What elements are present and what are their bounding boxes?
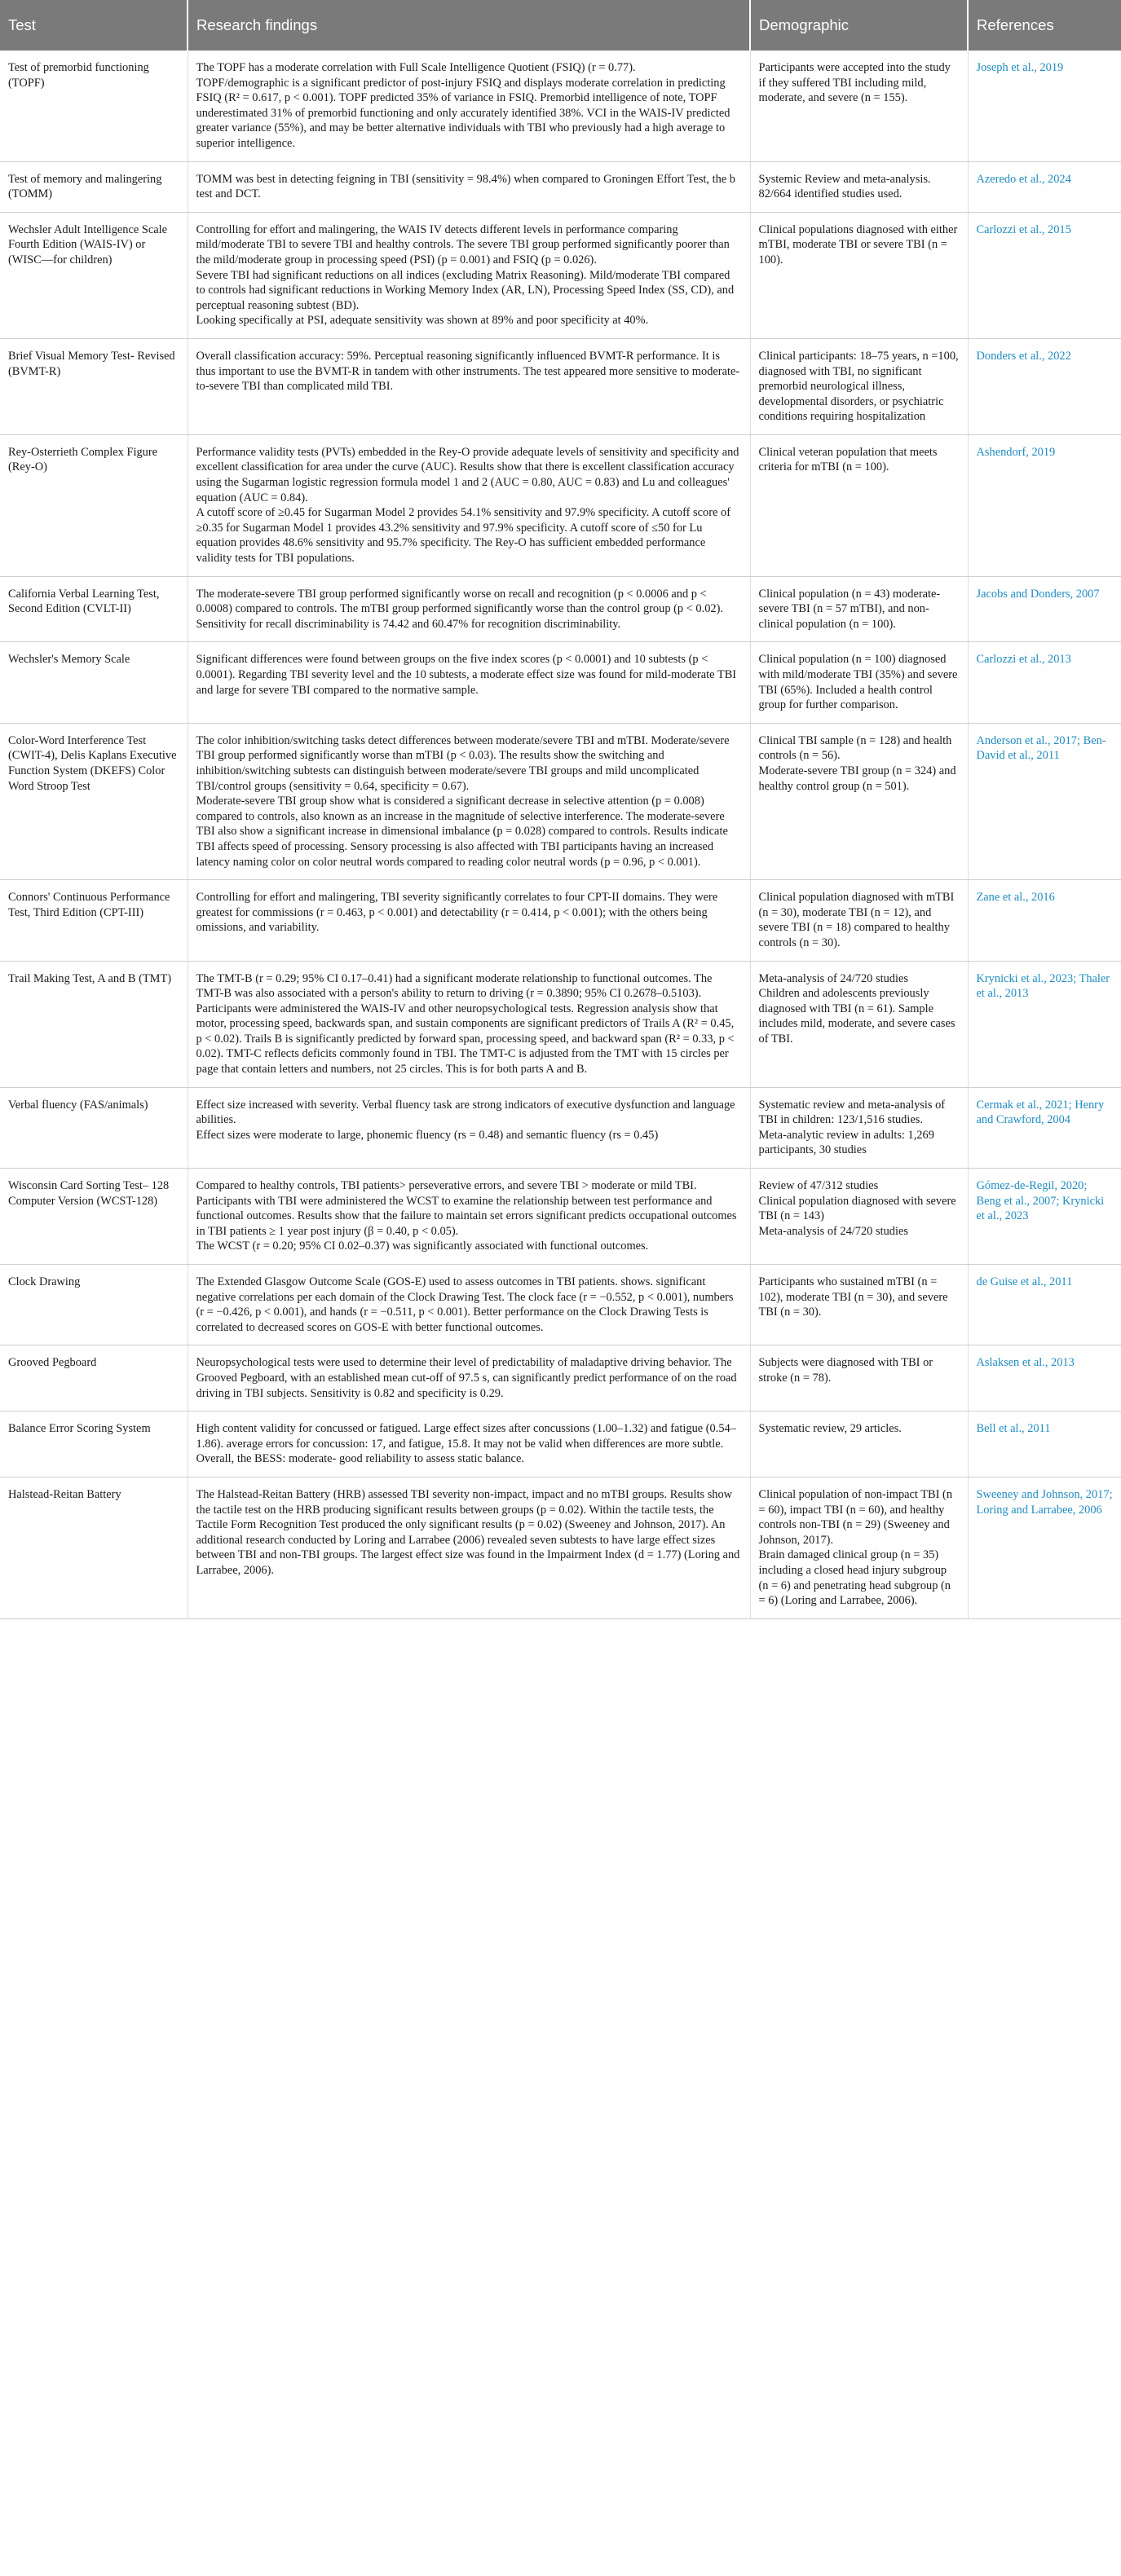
test-name-cell: Rey-Osterrieth Complex Figure (Rey-O) [0,434,188,576]
table-row [0,961,1121,1087]
demographic-paragraph: Participants were accepted into the study if they suffered TBI including mild, moderate, and severe (n = 155). [758,61,951,105]
references-cell [968,723,1121,879]
demographic-cell [750,1169,968,1265]
references-cell [968,161,1121,212]
demographic-cell [750,1265,968,1345]
table-header [0,0,1121,51]
references-paragraph[interactable]: Gómez-de-Regil, 2020; Beng et al., 2007; Krynicki et al., 2023 [976,1179,1105,1223]
references-cell [968,1345,1121,1411]
demographic-paragraph: Systematic review and meta-analysis of TBI in children: 123/1,516 studies. [758,1098,946,1127]
test-name-cell: Test of memory and malingering (TOMM) [0,161,188,212]
header-findings: Research findings [188,0,750,51]
test-name-cell: Connors' Continuous Performance Test, Third Edition (CPT-III) [0,880,188,961]
demographic-paragraph: Subjects were diagnosed with TBI or stroke (n = 78). [758,1356,933,1385]
findings-paragraph: High content validity for concussed or fatigued. Large effect sizes after concussions (1.00–1.32) and fatigue (0.54–1.86). average errors for concussion: 17, and fatigue, 15.8. It may not be valid when differences are more subtle. Overall, the BESS: moderate- good reliability to assess static balance. [196,1422,736,1466]
findings-cell [188,880,750,961]
demographic-cell [750,642,968,723]
test-name-cell: Brief Visual Memory Test- Revised (BVMT-R) [0,338,188,434]
references-cell [968,51,1121,161]
findings-paragraph: Effect sizes were moderate to large, phonemic fluency (rs = 0.48) and semantic fluency (rs = 0.45) [196,1128,659,1142]
table-row [0,576,1121,642]
test-name-cell: Trail Making Test, A and B (TMT) [0,961,188,1087]
demographic-paragraph: Clinical population diagnosed with mTBI (n = 30), moderate TBI (n = 12), and severe TBI (n = 18) compared to healthy controls (n = 30). [758,891,955,949]
findings-cell [188,161,750,212]
references-cell [968,434,1121,576]
table-body [0,51,1121,1618]
references-cell [968,1169,1121,1265]
table-row [0,434,1121,576]
references-paragraph[interactable]: Anderson et al., 2017; Ben-David et al., 2011 [976,733,1106,763]
findings-cell [188,1345,750,1411]
findings-cell [188,576,750,642]
demographic-paragraph: Meta-analysis of 24/720 studies [758,971,908,985]
table-row [0,1265,1121,1345]
findings-cell [188,1265,750,1345]
table-row [0,642,1121,723]
test-name-cell: Halstead-Reitan Battery [0,1477,188,1618]
header-test: Test [0,0,188,51]
demographic-cell [750,338,968,434]
test-name-cell: Balance Error Scoring System [0,1411,188,1477]
demographic-paragraph: Moderate-severe TBI group (n = 324) and healthy control group (n = 501). [758,764,956,793]
demographic-paragraph: Participants who sustained mTBI (n = 102), moderate TBI (n = 30), and severe TBI (n = 30). [758,1275,948,1319]
references-paragraph[interactable]: Ashendorf, 2019 [976,445,1056,459]
table-row [0,338,1121,434]
findings-cell [188,51,750,161]
findings-cell [188,1087,750,1168]
table-row [0,880,1121,961]
table-row [0,1169,1121,1265]
demographic-cell [750,1411,968,1477]
findings-paragraph: A cutoff score of ≥0.45 for Sugarman Model 2 provides 54.1% sensitivity and 97.9% specificity. A cutoff score of ≥0.35 for Sugarman Model 1 provides 43.2% sensitivity and 97.9% specificity. A cutoff score of ≤50 for Lu equation provides 48.6% sensitivity and 95.7% specificity. The Rey-O has sufficient embedded performance validity tests for TBI populations. [196,506,730,566]
references-cell [968,1411,1121,1477]
demographic-paragraph: Clinical population of non-impact TBI (n = 60), impact TBI (n = 60), and healthy controls non-TBI (n = 29) (Sweeney and Johnson, 2017). [758,1487,953,1547]
test-name-cell: Verbal fluency (FAS/animals) [0,1087,188,1168]
references-paragraph[interactable]: Krynicki et al., 2023; Thaler et al., 2013 [976,971,1110,1001]
demographic-cell [750,212,968,338]
findings-paragraph: The moderate-severe TBI group performed significantly worse on recall and recognition (p < 0.0006 and p < 0.0008) compared to controls. The mTBI group performed significantly worse than the control group (p < 0.02). Sensitivity for recall discriminability is 74.42 and 60.47% for recognition discriminability. [196,587,723,631]
table-row [0,723,1121,879]
references-cell [968,338,1121,434]
findings-paragraph: The Extended Glasgow Outcome Scale (GOS-E) used to assess outcomes in TBI patients. shows. significant negative correlations per each domain of the Clock Drawing Test. The clock face (r = −0.552, p < 0.001), numbers (r = −0.426, p < 0.001), and hands (r = −0.511, p < 0.001). Better performance on the Clock Drawing Tests is correlated to decreased scores on GOS-E with better functional outcomes. [196,1275,734,1334]
header-row [0,0,1121,51]
findings-cell [188,1477,750,1618]
findings-paragraph: The color inhibition/switching tasks detect differences between moderate/severe TBI and mTBI. Moderate/severe TBI group performed significantly worse than mTBI (p < 0.03). The results show the switching and inhibition/switching subtests can distinguish between moderate/severe TBI groups and mild uncomplicated TBI/control groups (sensitivity = 0.64, specificity = 0.67). [196,733,730,793]
table-row [0,212,1121,338]
test-name-cell: Grooved Pegboard [0,1345,188,1411]
references-paragraph[interactable]: Jacobs and Donders, 2007 [976,587,1100,601]
demographic-paragraph: Clinical participants: 18–75 years, n =100, diagnosed with TBI, no significant premorbid neurological illness, developmental disorders, or psychiatric conditions requiring hospitalization [758,349,959,424]
references-paragraph[interactable]: Aslaksen et al., 2013 [976,1356,1075,1370]
table-row [0,1477,1121,1618]
demographic-cell [750,961,968,1087]
demographic-paragraph: Children and adolescents previously diagnosed with TBI (n = 61). Sample includes mild, moderate, and severe cases of TBI. [758,987,955,1046]
findings-cell [188,642,750,723]
references-cell [968,642,1121,723]
demographic-paragraph: Systematic review, 29 articles. [758,1422,902,1436]
demographic-cell [750,723,968,879]
demographic-paragraph: Clinical veteran population that meets criteria for mTBI (n = 100). [758,445,938,474]
test-name-cell: Test of premorbid functioning (TOPF) [0,51,188,161]
findings-paragraph: The TOPF has a moderate correlation with Full Scale Intelligence Quotient (FSIQ) (r = 0.77). [196,61,636,74]
references-paragraph[interactable]: Donders et al., 2022 [976,349,1071,363]
findings-paragraph: Effect size increased with severity. Verbal fluency task are strong indicators of executive dysfunction and language abilities. [196,1098,735,1127]
table-row [0,161,1121,212]
demographic-paragraph: Clinical TBI sample (n = 128) and health controls (n = 56). [758,733,952,763]
findings-cell [188,434,750,576]
demographic-paragraph: Clinical population (n = 43) moderate-severe TBI (n = 57 mTBI), and non-clinical population (n = 100). [758,587,941,631]
demographic-paragraph: Clinical populations diagnosed with either mTBI, moderate TBI or severe TBI (n = 100). [758,222,958,266]
findings-paragraph: Overall classification accuracy: 59%. Perceptual reasoning significantly influenced BVMT-R performance. It is thus important to use the BVMT-R in tandem with other instruments. The test appeared more sensitive to moderate-to-severe TBI than complicated mild TBI. [196,349,740,394]
demographic-cell [750,51,968,161]
header-references: References [968,0,1121,51]
findings-paragraph: The TMT-B (r = 0.29; 95% CI 0.17–0.41) had a significant moderate relationship to functional outcomes. The TMT-B was also associated with a person's ability to return to driving (r = 0.3890; 95% CI 0.2678–0.5103). [196,971,713,1001]
demographic-cell [750,434,968,576]
references-cell [968,1265,1121,1345]
demographic-cell [750,576,968,642]
demographic-paragraph: Review of 47/312 studies [758,1179,879,1193]
references-paragraph[interactable]: Sweeney and Johnson, 2017; Loring and Larrabee, 2006 [976,1487,1113,1517]
findings-paragraph: Severe TBI had significant reductions on all indices (excluding Matrix Reasoning). Mild/moderate TBI compared to controls had significant reductions in Working Memory Index (AR, LN), Processing Speed Index (SS, CD), and perceptual reasoning subtest (BD). [196,268,735,312]
table-row [0,1411,1121,1477]
demographic-paragraph: Meta-analysis of 24/720 studies [758,1224,908,1238]
references-paragraph[interactable]: Zane et al., 2016 [976,891,1055,905]
findings-paragraph: Controlling for effort and malingering, TBI severity significantly correlates to four CPT-II domains. They were greatest for commissions (r = 0.463, p < 0.001) and detectability (r = 0.414, p < 0.001); with the others being omissions, and variability. [196,891,718,935]
demographic-cell [750,1087,968,1168]
references-paragraph[interactable]: Bell et al., 2011 [976,1422,1051,1436]
demographic-paragraph: Brain damaged clinical group (n = 35) including a closed head injury subgroup (n = 6) and penetrating head subgroup (n = 6) (Loring and Larrabee, 2006). [758,1548,951,1608]
references-paragraph[interactable]: de Guise et al., 2011 [976,1275,1073,1288]
findings-paragraph: Participants with TBI were administered the WCST to examine the relationship between test performance and functional outcomes. Results show that the failure to maintain set errors significant predicts occupational outcomes in TBI patients ≥ 1 year post injury (β = 0.40, p < 0.05). [196,1194,737,1238]
findings-cell [188,212,750,338]
findings-paragraph: The Halstead-Reitan Battery (HRB) assessed TBI severity non-impact, impact and no mTBI groups. Results show the tactile test on the HRB producing significant results between groups (p = 0.02). Within the tactile tests, the Tactile Form Recognition Test produced the only significant results (p = 0.02) (Sweeney and Johnson, 2017). An additional research conducted by Loring and Larrabee (2006) revealed seven subtests to have large effect sizes between TBI and non-TBI groups. The largest effect size was found in the Impairment Index (d = 1.77) (Loring and Larrabee, 2006). [196,1487,740,1577]
demographic-cell [750,1345,968,1411]
references-paragraph[interactable]: Cermak et al., 2021; Henry and Crawford, 2004 [976,1098,1105,1127]
demographic-cell [750,1477,968,1618]
references-paragraph[interactable]: Carlozzi et al., 2013 [976,653,1071,667]
references-cell [968,880,1121,961]
test-name-cell: Color-Word Interference Test (CWIT-4), Delis Kaplans Executive Function System (DKEFS) Color Word Stroop Test [0,723,188,879]
references-paragraph[interactable]: Joseph et al., 2019 [976,61,1064,74]
findings-paragraph: Neuropsychological tests were used to determine their level of predictability of maladaptive driving behavior. The Grooved Pegboard, with an established mean cut-off of 97.5 s, can significantly predict performance of on the road driving in TBI subjects. Sensitivity is 0.82 and specificity is 0.29. [196,1356,737,1400]
references-paragraph[interactable]: Azeredo et al., 2024 [976,172,1071,186]
demographic-paragraph: Clinical population diagnosed with severe TBI (n = 143) [758,1194,956,1223]
table-row [0,1087,1121,1168]
findings-paragraph: TOPF/demographic is a significant predictor of post-injury FSIQ and displays moderate correlation in predicting FSIQ (R² = 0.617, p < 0.001). TOPF predicted 35% of variance in FSIQ. Premorbid intelligence of note, TOPF underestimated 31% of premorbid functioning and only accurately identified 38%. VCI in the WAIS-IV predicted greater variance (55%), and may be better alternative individuals with TBI who previously had a high average to superior intelligence. [196,76,730,150]
findings-paragraph: Looking specifically at PSI, adequate sensitivity was shown at 89% and poor specificity at 40%. [196,314,649,328]
references-cell [968,212,1121,338]
findings-paragraph: Performance validity tests (PVTs) embedded in the Rey-O provide adequate levels of sensitivity and specificity and excellent classification for area under the curve (AUC). Results show that there is excellent classification accuracy using the Sugarman logistic regression formula model 1 and 2 (AUC = 0.80, AUC = 0.83) and Lu and colleagues' equation (AUC = 0.84). [196,445,739,504]
findings-cell [188,338,750,434]
references-cell [968,576,1121,642]
references-cell [968,961,1121,1087]
findings-paragraph: Moderate-severe TBI group show what is considered a significant decrease in selective attention (p = 0.008) compared to controls, also known as an increase in the magnitude of selective interference. The moderate-severe TBI also show a significant increase in dimensional imbalance (p = 0.028) compared to controls. Results indicate TBI affects speed of processing. Sensory processing is also affected with TBI participants having an increased latency naming color on color neutral words compared to reading color neutral words (p = 0.96, p < 0.001). [196,795,728,869]
demographic-cell [750,880,968,961]
findings-paragraph: The WCST (r = 0.20; 95% CI 0.02–0.37) was significantly associated with functional outcomes. [196,1240,649,1253]
table-row [0,1345,1121,1411]
findings-cell [188,723,750,879]
header-demographic: Demographic [750,0,968,51]
test-name-cell: Clock Drawing [0,1265,188,1345]
demographic-cell [750,161,968,212]
findings-cell [188,1169,750,1265]
demographic-paragraph: Meta-analytic review in adults: 1,269 participants, 30 studies [758,1128,934,1157]
findings-paragraph: TOMM was best in detecting feigning in TBI (sensitivity = 98.4%) when compared to Groningen Effort Test, the b test and DCT. [196,172,736,201]
test-name-cell: Wechsler Adult Intelligence Scale Fourth Edition (WAIS-IV) or (WISC—for children) [0,212,188,338]
findings-cell [188,1411,750,1477]
references-cell [968,1477,1121,1618]
findings-paragraph: Controlling for effort and malingering, the WAIS IV detects different levels in performance comparing mild/moderate TBI to severe TBI and healthy controls. The severe TBI group performed significantly poorer than the mild/moderate group in processing speed (PSI) (p = 0.001) and FSIQ (p = 0.026). [196,222,730,266]
demographic-paragraph: Clinical population (n = 100) diagnosed with mild/moderate TBI (35%) and severe TBI (65%). Included a health control group for further comparison. [758,653,958,712]
test-name-cell: Wisconsin Card Sorting Test– 128 Computer Version (WCST-128) [0,1169,188,1265]
findings-paragraph: Compared to healthy controls, TBI patients> perseverative errors, and severe TBI > moderate or mild TBI. [196,1179,697,1193]
test-name-cell: Wechsler's Memory Scale [0,642,188,723]
findings-cell [188,961,750,1087]
findings-paragraph: Significant differences were found between groups on the five index scores (p < 0.0001) and 10 subtests (p < 0.0001). Regarding TBI severity level and the 10 subtests, a moderate effect size was found for mild-moderate TBI and large for severe TBI compared to the normative sample. [196,653,737,697]
test-name-cell: California Verbal Learning Test, Second Edition (CVLT-II) [0,576,188,642]
findings-paragraph: Participants were administered the WAIS-IV and other neuropsychological tests. Regression analysis show that motor, processing speed, backwards span, and sustain components are significant predictors of Trails A (R² = 0.45, p < 0.02). Trails B is significantly predicted by forward span, processing speed, and backward span (R² = 0.33, p < 0.02). TMT-C reflects deficits commonly found in TBI. The TMT-C is adjusted from the TMT with 15 circles per page that contain letters and numbers, not 25 circles. This is for both parts A and B. [196,1002,735,1077]
table-row [0,51,1121,161]
references-cell [968,1087,1121,1168]
demographic-paragraph: Systemic Review and meta-analysis. 82/664 identified studies used. [758,172,931,201]
references-paragraph[interactable]: Carlozzi et al., 2015 [976,222,1071,236]
